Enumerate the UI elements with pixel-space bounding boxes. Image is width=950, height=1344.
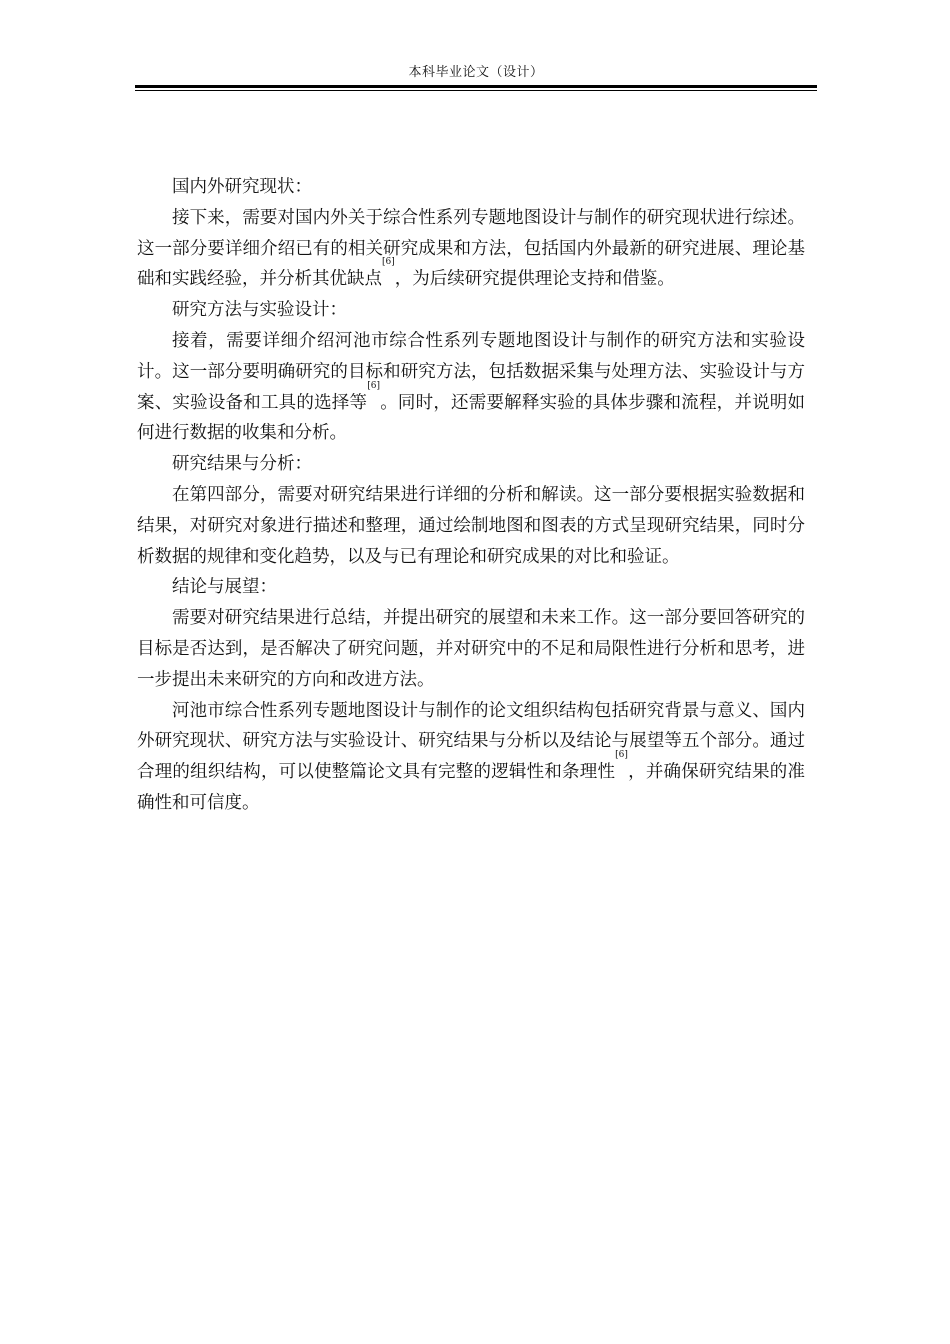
paragraph [137, 326, 805, 449]
paragraph-text: 需要对研究结果进行总结，并提出研究的展望和未来工作。这一部分要回答研究的目标是否达到，是否解决了研究问题，并对研究中的不足和局限性进行分析和思考，进一步提出未来研究的方向和改进方法。 [137, 608, 805, 690]
section-heading [137, 449, 805, 480]
citation-marker: [6] [382, 257, 395, 268]
body-text [137, 172, 805, 819]
paragraph-text-after: ，为后续研究提供理论支持和借鉴。 [394, 269, 675, 290]
paragraph [137, 480, 805, 572]
citation-marker: [6] [367, 380, 380, 391]
paragraph-text-after: 。同时，还需要解释实验的具体步骤和流程，并说明如何进行数据的收集和分析。 [137, 392, 806, 444]
paragraph [137, 696, 805, 819]
paragraph [137, 203, 805, 295]
paragraph [137, 603, 805, 695]
section-heading [137, 295, 805, 326]
paragraph-text: 河池市综合性系列专题地图设计与制作的论文组织结构包括研究背景与意义、国内外研究现状、研究方法与实验设计、研究结果与分析以及结论与展望等五个部分。通过合理的组织结构，可以使整篇论文具有完整的逻辑性和条理性 [137, 700, 805, 783]
paragraph-text: 研究方法与实验设计： [172, 300, 347, 321]
section-heading [137, 572, 805, 603]
paragraph-text-after: ，并确保研究结果的准确性和可信度。 [137, 762, 806, 813]
paragraph-text: 接着，需要详细介绍河池市综合性系列专题地图设计与制作的研究方法和实验设计。这一部分要明确研究的目标和研究方法，包括数据采集与处理方法、实验设计与方案、实验设备和工具的选择等 [137, 330, 805, 413]
paragraph-text: 研究结果与分析： [172, 454, 312, 475]
citation-marker: [6] [615, 750, 628, 761]
paragraph-text: 国内外研究现状： [172, 177, 312, 197]
paragraph-text: 结论与展望： [172, 577, 277, 598]
header-rule-thin [135, 90, 817, 91]
paragraph-text: 接下来，需要对国内外关于综合性系列专题地图设计与制作的研究现状进行综述。这一部分要详细介绍已有的相关研究成果和方法，包括国内外最新的研究进展、理论基础和实践经验，并分析其优缺点 [137, 207, 805, 290]
section-heading [137, 172, 805, 203]
paragraph-text: 在第四部分，需要对研究结果进行详细的分析和解读。这一部分要根据实验数据和结果，对研究对象进行描述和整理，通过绘制地图和图表的方式呈现研究结果，同时分析数据的规律和变化趋势，以及与已有理论和研究成果的对比和验证。 [137, 484, 805, 567]
page-header-title: 本科毕业论文（设计） [408, 65, 544, 80]
header-rule-thick [135, 85, 817, 88]
